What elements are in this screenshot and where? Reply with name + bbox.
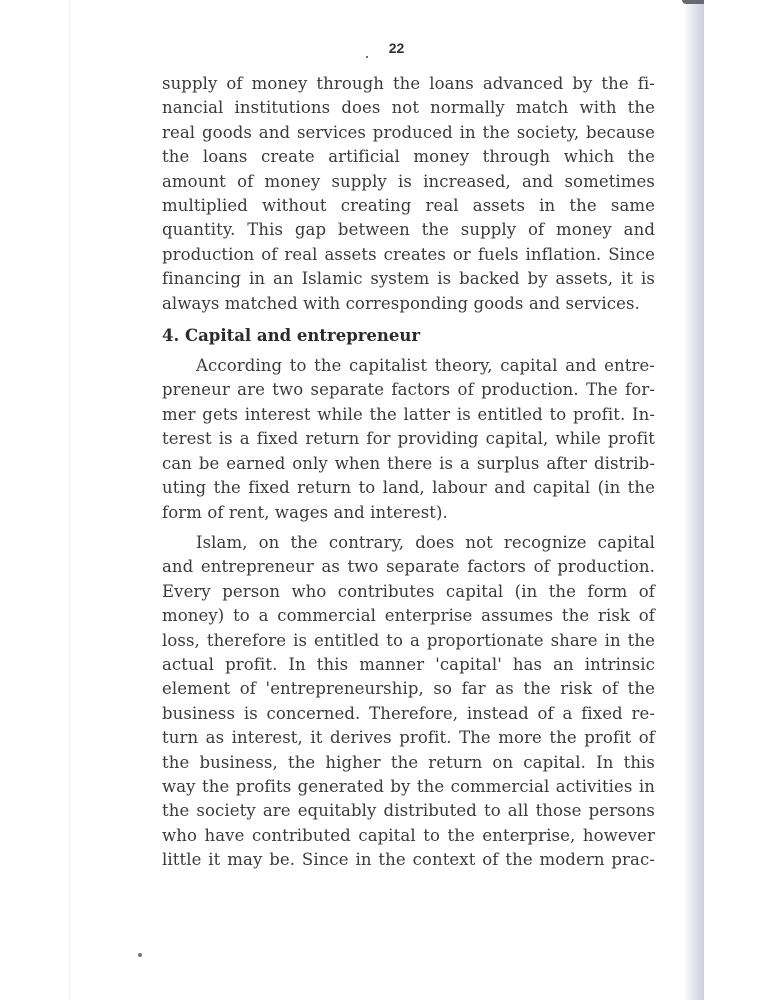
text-line: terest is a fixed return for providing capital, while profit [162,429,655,449]
text-line: supply of money through the loans advanced by the fi- [162,74,655,93]
text-line: the society are equitably distributed to all those persons [162,801,655,821]
text-line: the business, the higher the return on capital. In this [162,752,655,772]
page-right-edge-shadow [686,0,704,1000]
text-line: always matched with corresponding goods and services. [162,293,640,313]
paragraph-continuation [162,72,655,316]
paragraph-islamic-view [162,531,655,873]
text-line: nancial institutions does not normally match with the [162,98,655,118]
section-heading: 4. Capital and entrepreneur [162,326,421,346]
text-line: little it may be. Since in the context of the modern prac- [162,850,655,870]
text-line: can be earned only when there is a surplus after distrib- [162,453,655,473]
text-line: money) to a commercial enterprise assumes the risk of [162,606,655,626]
text-line: preneur are two separate factors of production. The for- [162,380,655,400]
text-line: actual profit. In this manner 'capital' has an intrinsic [162,654,655,674]
text-line: quantity. This gap between the supply of money and [162,220,655,240]
scan-speck [366,56,368,58]
text-line: loss, therefore is entitled to a proportionate share in the [162,630,655,650]
text-line: turn as interest, it derives profit. The more the profit of [162,728,655,748]
text-line: real goods and services produced in the society, because [162,122,655,142]
page-left-edge [69,0,70,1000]
paragraph-capitalist-theory [162,354,655,525]
text-line: Islam, on the contrary, does not recognize capital [196,532,655,552]
text-line: business is concerned. Therefore, instead of a fixed re- [162,703,655,723]
text-line: and entrepreneur as two separate factors of production. [162,557,655,577]
text-line: mer gets interest while the latter is entitled to profit. In- [162,404,655,424]
scan-speck [138,953,142,957]
page-top-corner [682,0,704,4]
text-line: way the profits generated by the commercial activities in [162,776,655,796]
text-line: amount of money supply is increased, and sometimes [162,171,655,191]
text-line: element of 'entrepreneurship, so far as the risk of the [162,679,655,699]
text-line: financing in an Islamic system is backed by assets, it is [162,269,655,289]
text-line: According to the capitalist theory, capital and entre- [196,356,655,376]
text-line: the loans create artificial money through which the [162,147,655,167]
text-line: Every person who contributes capital (in the form of [162,581,655,601]
text-line: multiplied without creating real assets in the same [162,196,655,216]
text-line: form of rent, wages and interest). [162,502,448,522]
text-line: who have contributed capital to the enterprise, however [162,825,655,845]
text-line: uting the fixed return to land, labour and capital (in the [162,478,655,498]
text-line: production of real assets creates or fuels inflation. Since [162,244,655,264]
page-number: 22 [388,40,405,56]
page-body [162,72,655,873]
